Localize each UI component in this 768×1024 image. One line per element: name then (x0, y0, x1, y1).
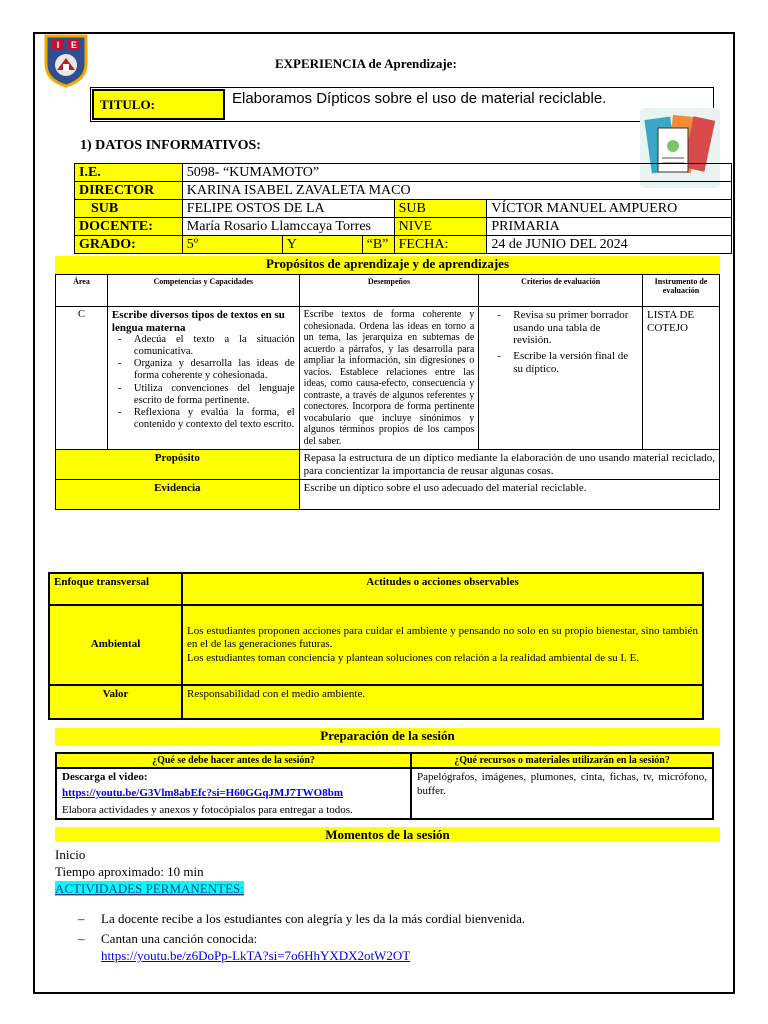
school-logo (42, 34, 90, 88)
nivel-label: NIVE (394, 218, 487, 236)
sub-label: SUB (75, 200, 183, 218)
evidencia-value: Escribe un díptico sobre el uso adecuado del material reciclable. (299, 480, 719, 510)
table-row (49, 573, 703, 605)
docente-label: DOCENTE: (75, 218, 183, 236)
list-item: - Reflexiona y evalúa la forma, el contenido y contexto del texto escrito. (134, 407, 295, 431)
actividades-permanentes: ACTIVIDADES PERMANENTES: (55, 881, 244, 896)
titulo-value: Elaboramos Dípticos sobre el uso de material reciclable. (232, 90, 607, 107)
ambiental-cell (182, 605, 703, 685)
table-row (75, 182, 732, 200)
grado-value: 5º (182, 236, 282, 254)
propositos-table (55, 274, 720, 510)
capacidades-list (112, 334, 295, 431)
song-link[interactable]: https://youtu.be/z6DoPp-LkTA?si=7o6HhYXDX2otW2OT (101, 948, 411, 963)
ambiental-text-1: Los estudiantes proponen acciones para cuidar el ambiente y pensando no solo en su propio bienestar, sino también en el de las generaciones futuras. (187, 625, 698, 651)
col-competencias: Competencias y Capacidades (107, 275, 299, 307)
video-link[interactable]: https://youtu.be/G3Vlm8abEfc?si=H60GGqJMJ7TWO8bm (62, 787, 343, 800)
inicio-section (55, 846, 244, 897)
datos-heading: 1) DATOS INFORMATIVOS: (80, 138, 261, 153)
ambiental-label: Ambiental (49, 605, 182, 685)
table-row (75, 236, 732, 254)
ie-value: 5098- “KUMAMOTO” (182, 164, 731, 182)
fecha-label: FECHA: (394, 236, 487, 254)
grado-label: GRADO: (75, 236, 183, 254)
enfoque-table (48, 572, 704, 720)
seccion-value: “B” (362, 236, 394, 254)
instrumento-value: LISTA DE COTEJO (643, 307, 720, 450)
criterios-list (483, 309, 638, 375)
table-row (75, 164, 732, 182)
inicio-label: Inicio (55, 847, 86, 862)
table-row (56, 307, 720, 450)
director-label: DIRECTOR (75, 182, 183, 200)
list-item: - Organiza y desarrolla las ideas de forma coherente y cohesionada. (134, 358, 295, 382)
cancion-text: – Cantan una canción conocida: (101, 931, 258, 946)
propositos-heading: Propósitos de aprendizaje y de aprendizajes (55, 256, 720, 274)
table-row (49, 685, 703, 719)
valor-label: Valor (49, 685, 182, 719)
datos-table (74, 163, 732, 254)
col-criterios: Criterios de evaluación (479, 275, 643, 307)
list-item: - Revisa su primer borrador usando una tabla de revisión. (513, 309, 638, 347)
area-value: C (56, 307, 108, 450)
titulo-label: TITULO: (92, 89, 225, 120)
col-desempenos: Desempeños (299, 275, 479, 307)
table-row (75, 218, 732, 236)
col-instrumento: Instrumento de evaluación (643, 275, 720, 307)
table-row (56, 480, 720, 510)
momentos-heading: Momentos de la sesión (55, 827, 720, 842)
ambiental-text-2: Los estudiantes toman conciencia y plantean soluciones con relación a la realidad ambiental de su I. E. (187, 651, 640, 664)
preparacion-table (55, 752, 714, 820)
question-resources: ¿Qué recursos o materiales utilizarán en la sesión? (411, 753, 713, 768)
before-cell (56, 768, 411, 819)
proposito-label: Propósito (56, 450, 300, 480)
table-row (49, 605, 703, 685)
col-area: Área (56, 275, 108, 307)
valor-text: Responsabilidad con el medio ambiente. (182, 685, 703, 719)
sub2-label: SUB (394, 200, 487, 218)
competencias-cell (107, 307, 299, 450)
svg-text:E: E (70, 40, 78, 50)
elabora-text: Elabora actividades y anexos y fotocópialos para entregar a todos. (62, 803, 353, 816)
list-item: – La docente recibe a los estudiantes con alegría y les da la más cordial bienvenida. (78, 910, 525, 927)
document-title: EXPERIENCIA de Aprendizaje: (275, 56, 457, 71)
evidencia-label: Evidencia (56, 480, 300, 510)
titulo-row (90, 87, 714, 122)
table-row (56, 275, 720, 307)
list-item: - Escribe la versión final de su díptico. (513, 350, 638, 375)
nivel-value: PRIMARIA (487, 218, 732, 236)
ie-label: I.E. (75, 164, 183, 182)
sub2-value: VÍCTOR MANUEL AMPUERO (487, 200, 732, 218)
table-row (56, 753, 713, 768)
docente-value: María Rosario Llamccaya Torres (182, 218, 394, 236)
recursos-text: Papelógrafos, imágenes, plumones, cinta, fichas, tv, micrófono, buffer. (411, 768, 713, 819)
enfoque-col2: Actitudes o acciones observables (182, 573, 703, 605)
table-row (75, 200, 732, 218)
enfoque-col1: Enfoque transversal (49, 573, 182, 605)
criterios-cell (479, 307, 643, 450)
desempenos-value: Escribe textos de forma coherente y cohesionada. Ordena las ideas en torno a un tema, las jerarquiza en subtemas de acuerdo a párrafos, y las desarrolla para ampliar la información, sin digresiones o vacíos. Establece relaciones entre las ideas, como causa-efecto, consecuencia y contraste, a través de algunos referentes y conectores. Incorpora de forma pertinente vocabulario que incluye sinónimos y algunos términos propios de los campos del saber. (299, 307, 479, 450)
svg-text:I: I (56, 40, 60, 50)
tiempo-text: Tiempo aproximado: 10 min (55, 864, 204, 879)
fecha-value: 24 de JUNIO DEL 2024 (487, 236, 732, 254)
descarga-label: Descarga el video: (62, 771, 148, 783)
table-row (56, 768, 713, 819)
table-row (56, 450, 720, 480)
question-before: ¿Qué se debe hacer antes de la sesión? (56, 753, 411, 768)
sub-value: FELIPE OSTOS DE LA (182, 200, 394, 218)
actividades-list (78, 910, 525, 967)
proposito-value: Repasa la estructura de un díptico mediante la elaboración de uno usando material reciclado, para concientizar la importancia de reusar algunas cosas. (299, 450, 719, 480)
y-value: Y (282, 236, 362, 254)
list-item: - Utiliza convenciones del lenguaje escrito de forma pertinente. (134, 383, 295, 407)
list-item (78, 930, 525, 964)
competencia-title: Escribe diversos tipos de textos en su lengua materna (111, 309, 285, 334)
preparacion-heading: Preparación de la sesión (55, 728, 720, 746)
list-item: - Adecúa el texto a la situación comunicativa. (134, 334, 295, 358)
director-value: KARINA ISABEL ZAVALETA MACO (182, 182, 731, 200)
